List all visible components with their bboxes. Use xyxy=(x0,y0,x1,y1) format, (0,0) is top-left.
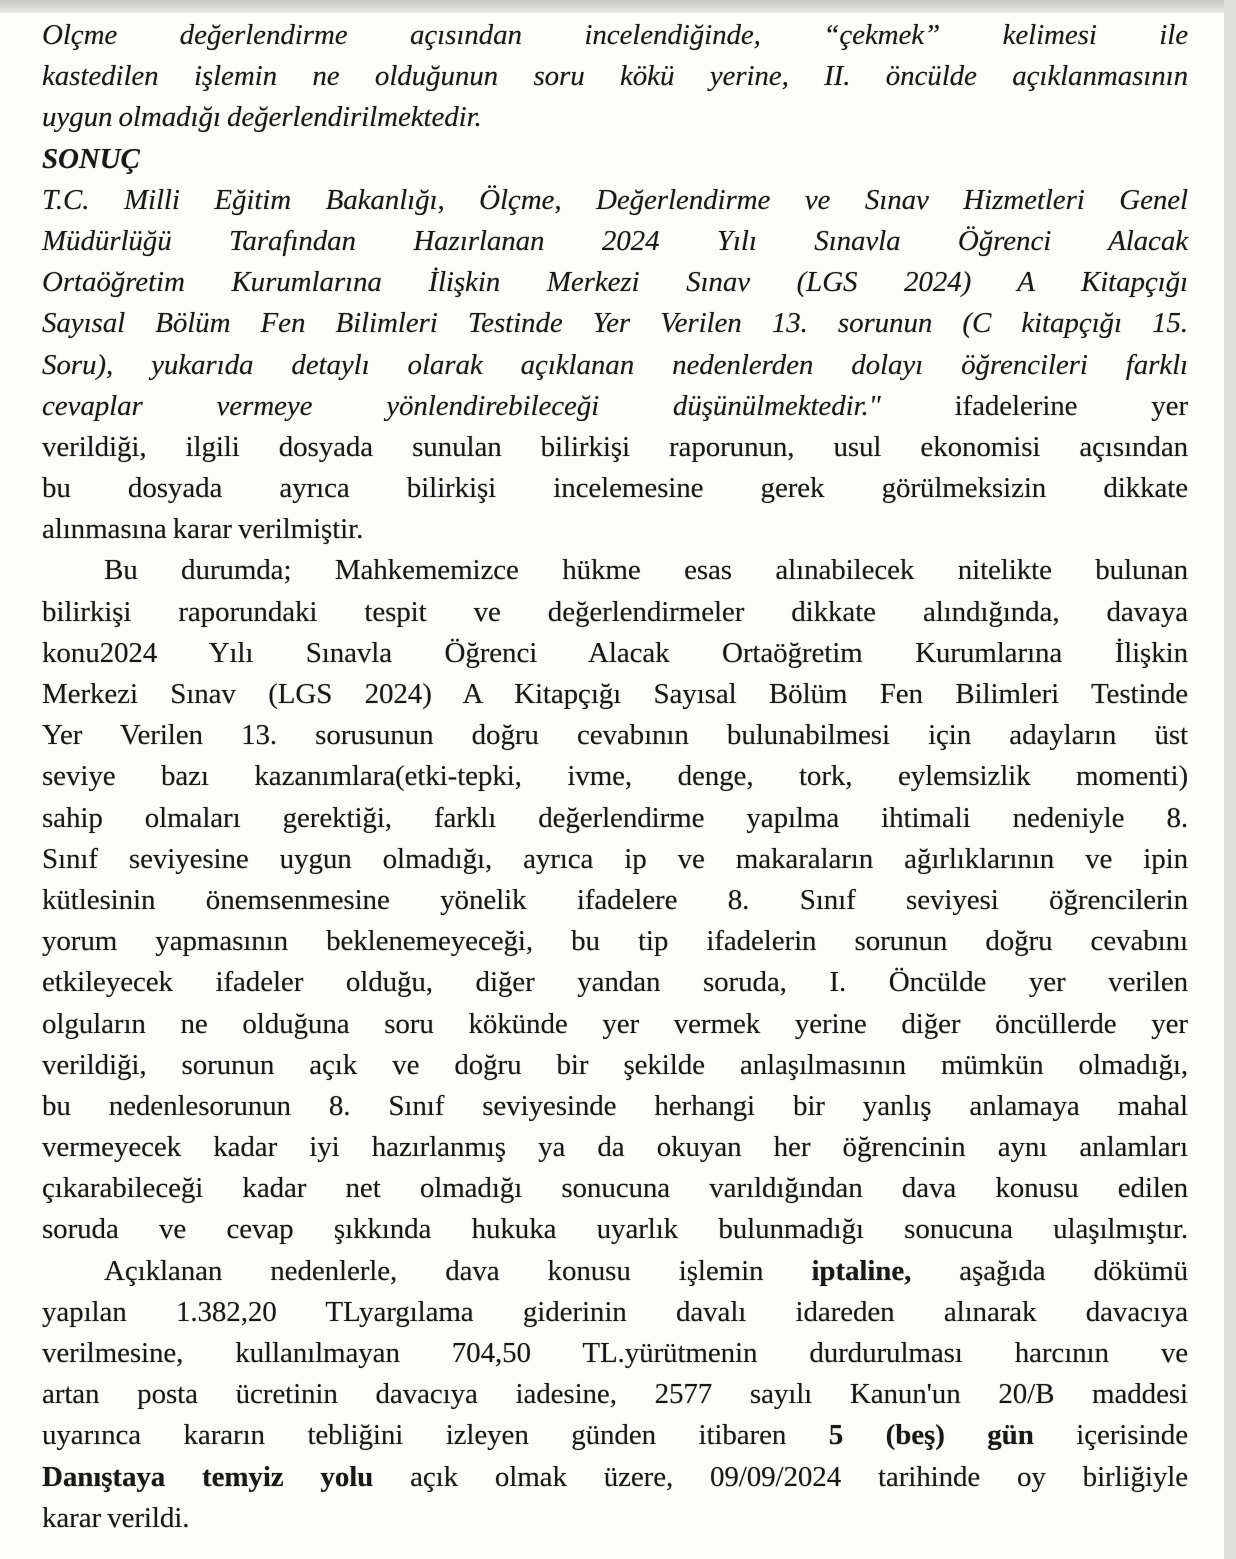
text-segment-regular: karar verildi. xyxy=(42,1501,190,1534)
text-line xyxy=(42,1457,1188,1498)
text-line xyxy=(42,180,1188,221)
text-segment-regular: ifadelerine yer xyxy=(880,389,1188,422)
text-segment-regular: çıkarabileceği kadar net olmadığı sonucuna varıldığından dava konusu edilen xyxy=(42,1172,1188,1205)
text-segment-regular: soruda ve cevap şıkkında hukuka uyarlık bulunmadığı sonucuna ulaşılmıştır. xyxy=(42,1213,1188,1246)
text-segment-italic: cevaplar vermeye yönlendirebileceği düşünülmektedir." xyxy=(42,389,881,422)
text-segment-regular: alınmasına karar verilmiştir. xyxy=(42,513,364,546)
text-segment-regular: içerisinde xyxy=(1033,1419,1188,1452)
text-segment-italic: Sayısal Bölüm Fen Bilimleri Testinde Yer Verilen 13. sorunun (C kitapçığı 15. xyxy=(42,307,1188,340)
text-line xyxy=(42,427,1188,468)
scan-artifact-right-edge xyxy=(1224,0,1236,1559)
text-line xyxy=(42,715,1188,756)
text-line xyxy=(42,221,1188,262)
text-segment-italic: T.C. Milli Eğitim Bakanlığı, Ölçme, Değerlendirme ve Sınav Hizmetleri Genel xyxy=(42,183,1188,216)
text-line xyxy=(42,798,1188,839)
text-segment-italic: Soru), yukarıda detaylı olarak açıklanan nedenlerden dolayı öğrencileri farklı xyxy=(42,348,1188,381)
text-line xyxy=(42,1004,1188,1045)
text-segment-bold: 5 (beş) gün xyxy=(828,1419,1034,1452)
text-segment-regular: verilmesine, kullanılmayan 704,50 TL.yürütmenin durdurulması harcının ve xyxy=(42,1337,1188,1369)
text-line xyxy=(42,1292,1188,1333)
text-line xyxy=(42,1209,1188,1250)
document-body xyxy=(42,15,1188,1539)
text-segment-regular: sahip olmaları gerektiği, farklı değerlendirme yapılma ihtimali nedeniyle 8. xyxy=(42,801,1188,834)
text-segment-regular: olguların ne olduğuna soru kökünde yer vermek yerine diğer öncüllerde yer xyxy=(42,1007,1188,1040)
text-segment-regular: Merkezi Sınav (LGS 2024) A Kitapçığı Sayısal Bölüm Fen Bilimleri Testinde xyxy=(42,678,1188,710)
text-line xyxy=(42,1127,1188,1168)
text-segment-regular: seviye bazı kazanımlara(etki-tepki, ivme, denge, tork, eylemsizlik momenti) xyxy=(42,760,1188,793)
text-line xyxy=(42,1045,1188,1086)
text-line xyxy=(42,880,1188,921)
text-line xyxy=(42,962,1188,1003)
text-segment-regular: yorum yapmasının beklenemeyeceği, bu tip ifadelerin sorunun doğru cevabını xyxy=(42,925,1188,958)
text-line xyxy=(42,1251,1188,1292)
text-line xyxy=(42,839,1188,880)
text-line xyxy=(42,674,1188,715)
text-line xyxy=(42,592,1188,633)
text-line xyxy=(42,921,1188,962)
text-line xyxy=(42,262,1188,303)
text-segment-italic: kastedilen işlemin ne olduğunun soru kökü yerine, II. öncülde açıklanmasının xyxy=(42,60,1188,93)
text-segment-italic: uygun olmadığı değerlendirilmektedir. xyxy=(42,101,482,134)
text-segment-italic: Ortaöğretim Kurumlarına İlişkin Merkezi Sınav (LGS 2024) A Kitapçığı xyxy=(42,266,1188,299)
text-segment-bold: Danıştaya temyiz yolu xyxy=(42,1460,374,1493)
text-line xyxy=(42,1498,1188,1539)
text-segment-bold-italic: SONUÇ xyxy=(42,142,140,175)
text-line xyxy=(42,386,1188,427)
text-line xyxy=(42,1168,1188,1209)
text-line xyxy=(42,1374,1188,1415)
text-line xyxy=(42,97,1188,138)
text-segment-regular: Açıklanan nedenlerle, dava konusu işlemin xyxy=(104,1254,812,1287)
text-segment-italic: Müdürlüğü Tarafından Hazırlanan 2024 Yılı Sınavla Öğrenci Alacak xyxy=(42,224,1188,257)
text-line xyxy=(42,509,1188,550)
text-segment-regular: Yer Verilen 13. sorusunun doğru cevabının bulunabilmesi için adayların üst xyxy=(42,719,1188,752)
text-line xyxy=(42,1415,1188,1456)
text-segment-regular: yapılan 1.382,20 TLyargılama giderinin davalı idareden alınarak davacıya xyxy=(42,1295,1188,1328)
text-segment-regular: açık olmak üzere, 09/09/2024 tarihinde oy birliğiyle xyxy=(373,1460,1188,1493)
text-line xyxy=(42,303,1188,344)
text-segment-regular: Sınıf seviyesine uygun olmadığı, ayrıca ip ve makaraların ağırlıklarının ve ipin xyxy=(42,842,1188,875)
text-line xyxy=(42,1086,1188,1127)
text-segment-regular: vermeyecek kadar iyi hazırlanmış ya da okuyan her öğrencinin aynı anlamları xyxy=(42,1131,1188,1164)
text-segment-regular: aşağıda dökümü xyxy=(911,1254,1188,1287)
scan-artifact-top-edge xyxy=(0,0,1236,13)
text-segment-italic: Olçme değerlendirme açısından incelendiğinde, “çekmek” kelimesi ile xyxy=(42,19,1188,51)
text-segment-regular: uyarınca kararın tebliğini izleyen günden itibaren xyxy=(42,1419,829,1452)
text-line xyxy=(42,633,1188,674)
text-line xyxy=(42,756,1188,797)
text-line xyxy=(42,15,1188,56)
text-line xyxy=(42,550,1188,591)
text-segment-bold: iptaline, xyxy=(811,1254,912,1287)
text-segment-regular: bilirkişi raporundaki tespit ve değerlendirmeler dikkate alındığında, davaya xyxy=(42,595,1188,628)
text-segment-regular: bu nedenlesorunun 8. Sınıf seviyesinde herhangi bir yanlış anlamaya mahal xyxy=(42,1089,1188,1122)
text-segment-regular: etkileyecek ifadeler olduğu, diğer yandan soruda, I. Öncülde yer verilen xyxy=(42,966,1188,999)
text-segment-regular: artan posta ücretinin davacıya iadesine, 2577 sayılı Kanun'un 20/B maddesi xyxy=(42,1378,1188,1411)
text-segment-regular: kütlesinin önemsenmesine yönelik ifadelere 8. Sınıf seviyesi öğrencilerin xyxy=(42,883,1188,916)
text-segment-regular: verildiği, sorunun açık ve doğru bir şekilde anlaşılmasının mümkün olmadığı, xyxy=(42,1048,1188,1081)
text-segment-regular: verildiği, ilgili dosyada sunulan bilirkişi raporunun, usul ekonomisi açısından xyxy=(42,430,1188,463)
section-heading xyxy=(42,139,1188,180)
text-segment-regular: konu2024 Yılı Sınavla Öğrenci Alacak Ortaöğretim Kurumlarına İlişkin xyxy=(42,636,1188,669)
text-line xyxy=(42,56,1188,97)
text-line xyxy=(42,345,1188,386)
text-segment-regular: bu dosyada ayrıca bilirkişi incelemesine gerek görülmeksizin dikkate xyxy=(42,472,1188,505)
text-segment-regular: Bu durumda; Mahkememizce hükme esas alınabilecek nitelikte bulunan xyxy=(104,554,1188,587)
text-line xyxy=(42,468,1188,509)
text-line xyxy=(42,1333,1188,1374)
